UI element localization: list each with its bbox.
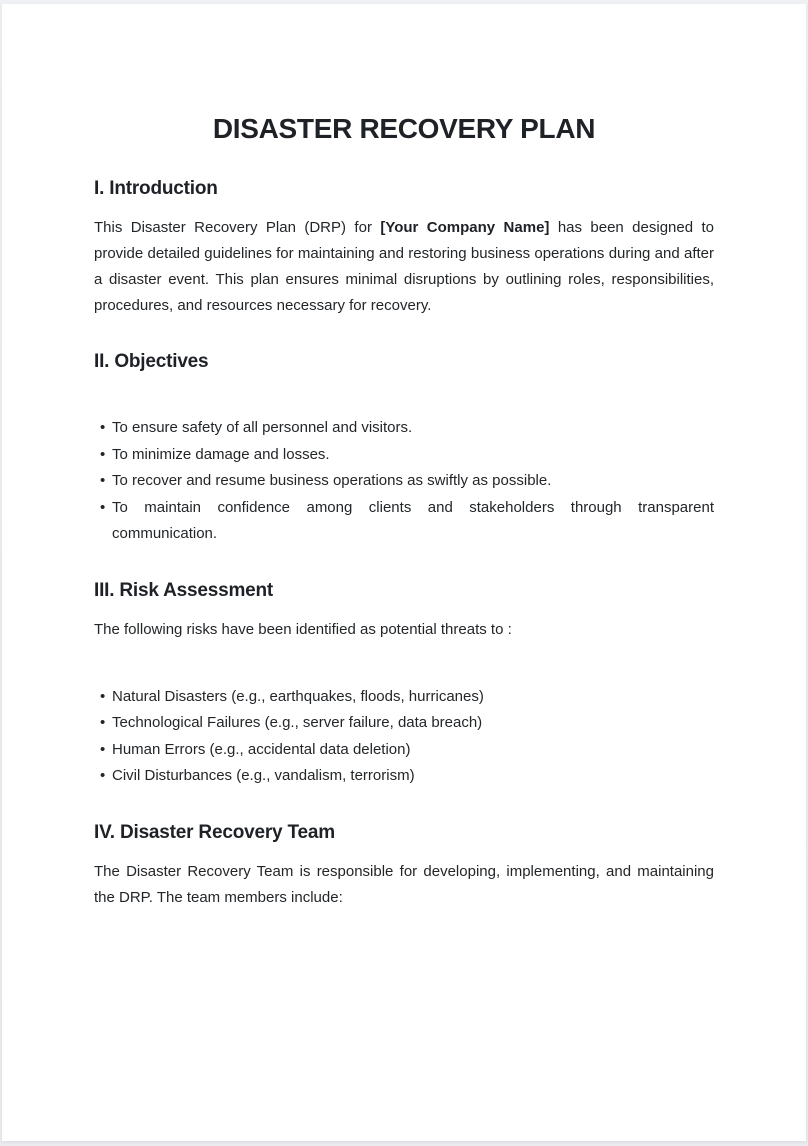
objectives-item: • To minimize damage and losses. — [94, 442, 714, 469]
risk-assessment-heading: III. Risk Assessment — [94, 579, 274, 601]
document-title: DISASTER RECOVERY PLAN — [212, 113, 596, 144]
objectives-item: • To maintain confidence among clients and stakeholders through transparent communication. — [94, 495, 714, 548]
risk-item: • Natural Disasters (e.g., earthquakes, floods, hurricanes) — [94, 684, 714, 711]
document-page — [2, 4, 806, 1141]
section-recovery-team — [94, 821, 714, 911]
risk-item: • Human Errors (e.g., accidental data deletion) — [94, 737, 714, 764]
risk-list — [94, 684, 714, 790]
section-risk-assessment — [94, 579, 714, 790]
objectives-heading: II. Objectives — [94, 351, 209, 372]
risk-assessment-lead: The following risks have been identified as potential threats to : — [94, 620, 512, 638]
company-name-placeholder: [Your Company Name] — [380, 219, 550, 236]
objectives-item: • To ensure safety of all personnel and visitors. — [94, 415, 714, 442]
risk-item: • Civil Disturbances (e.g., vandalism, terrorism) — [94, 763, 714, 790]
introduction-text-before: This Disaster Recovery Plan (DRP) for — [94, 219, 381, 236]
introduction-heading: I. Introduction — [94, 178, 218, 199]
risk-item: • Technological Failures (e.g., server failure, data breach) — [94, 710, 714, 737]
section-objectives — [94, 350, 714, 548]
objectives-list — [94, 415, 714, 548]
introduction-text-after: has been designed to provide detailed guidelines for maintaining and restoring business operations during and after a disaster event. This plan ensures minimal disruptions by outlining roles, responsibilities, procedures, and resources necessary for recovery. — [94, 219, 714, 314]
objectives-item: • To recover and resume business operations as swiftly as possible. — [94, 468, 714, 495]
recovery-team-heading: IV. Disaster Recovery Team — [94, 821, 335, 843]
recovery-team-lead: The Disaster Recovery Team is responsible for developing, implementing, and maintaining the DRP. The team members include: — [94, 862, 714, 906]
section-introduction — [94, 177, 714, 319]
introduction-paragraph — [94, 215, 714, 319]
